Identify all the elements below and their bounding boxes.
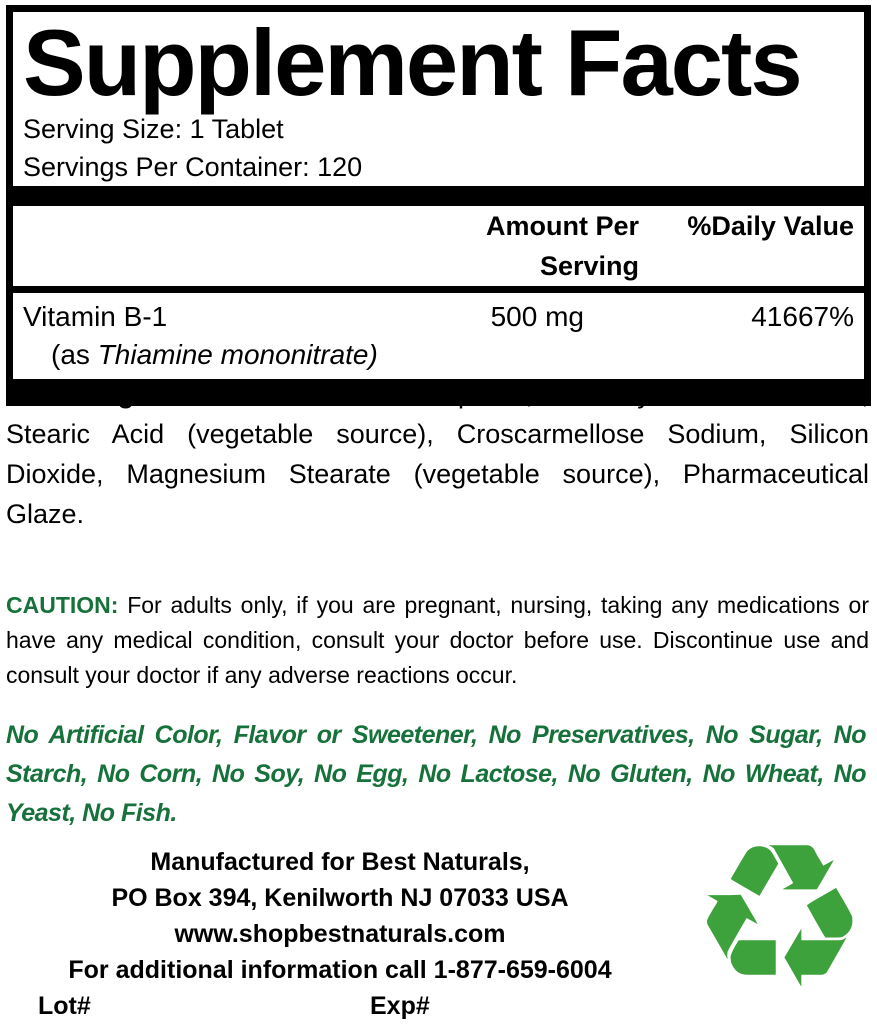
caution-text: For adults only, if you are pregnant, nursing, taking any medications or have any medical condition, consult your doctor before use. Discontinue use and consult your doctor if any adverse reactions occur. bbox=[6, 592, 869, 688]
detail-prefix: (as bbox=[51, 339, 98, 370]
caution-paragraph bbox=[6, 588, 869, 693]
nutrient-row bbox=[13, 293, 864, 336]
nutrient-daily-value: 41667% bbox=[751, 301, 854, 332]
nutrient-name: Vitamin B-1 bbox=[23, 301, 168, 332]
divider-bar-thin bbox=[13, 286, 864, 293]
nutrient-amount: 500 mg bbox=[490, 301, 584, 332]
detail-suffix: ) bbox=[368, 339, 378, 370]
servings-per-container: Servings Per Container: 120 bbox=[23, 152, 363, 182]
divider-bar-thick-top bbox=[13, 186, 864, 206]
facts-column-headers bbox=[13, 206, 864, 286]
daily-value-header: %Daily Value bbox=[687, 211, 854, 241]
panel-title: Supplement Facts bbox=[23, 10, 801, 115]
recycle-icon: ♻ bbox=[690, 801, 870, 1024]
website-line: www.shopbestnaturals.com bbox=[174, 920, 506, 948]
phone-line: For additional information call 1-877-659-6004 bbox=[68, 956, 612, 984]
other-ingredients-paragraph bbox=[6, 374, 869, 534]
other-ingredients-text: Dicalcium Phosphate, Microcrystalline Cellulose, Stearic Acid (vegetable source), Croscarmellose Sodium, Silicon Dioxide, Magnesium Stearate (vegetable source), Pharmaceutical Glaze. bbox=[6, 379, 869, 529]
other-ingredients-label: Other Ingredients: bbox=[6, 379, 249, 409]
lot-label: Lot# bbox=[38, 992, 91, 1020]
exp-label: Exp# bbox=[370, 992, 430, 1020]
manufactured-line: Manufactured for Best Naturals, bbox=[150, 848, 530, 876]
supplement-facts-panel bbox=[6, 5, 871, 406]
detail-italic: Thiamine mononitrate bbox=[97, 339, 369, 370]
amount-per-serving-header: Amount Per Serving bbox=[485, 211, 639, 281]
manufacturer-footer bbox=[0, 844, 680, 1024]
serving-size: Serving Size: 1 Tablet bbox=[23, 114, 284, 144]
caution-label: CAUTION: bbox=[6, 592, 119, 618]
free-of-statement: No Artificial Color, Flavor or Sweetener, No Preservatives, No Sugar, No Starch, No Corn, No Soy, No Egg, No Lactose, No Gluten, No Wheat, No Yeast, No Fish. bbox=[6, 721, 866, 827]
lot-exp-row bbox=[0, 988, 680, 1024]
nutrient-source-detail bbox=[13, 336, 864, 374]
address-line: PO Box 394, Kenilworth NJ 07033 USA bbox=[111, 884, 569, 912]
